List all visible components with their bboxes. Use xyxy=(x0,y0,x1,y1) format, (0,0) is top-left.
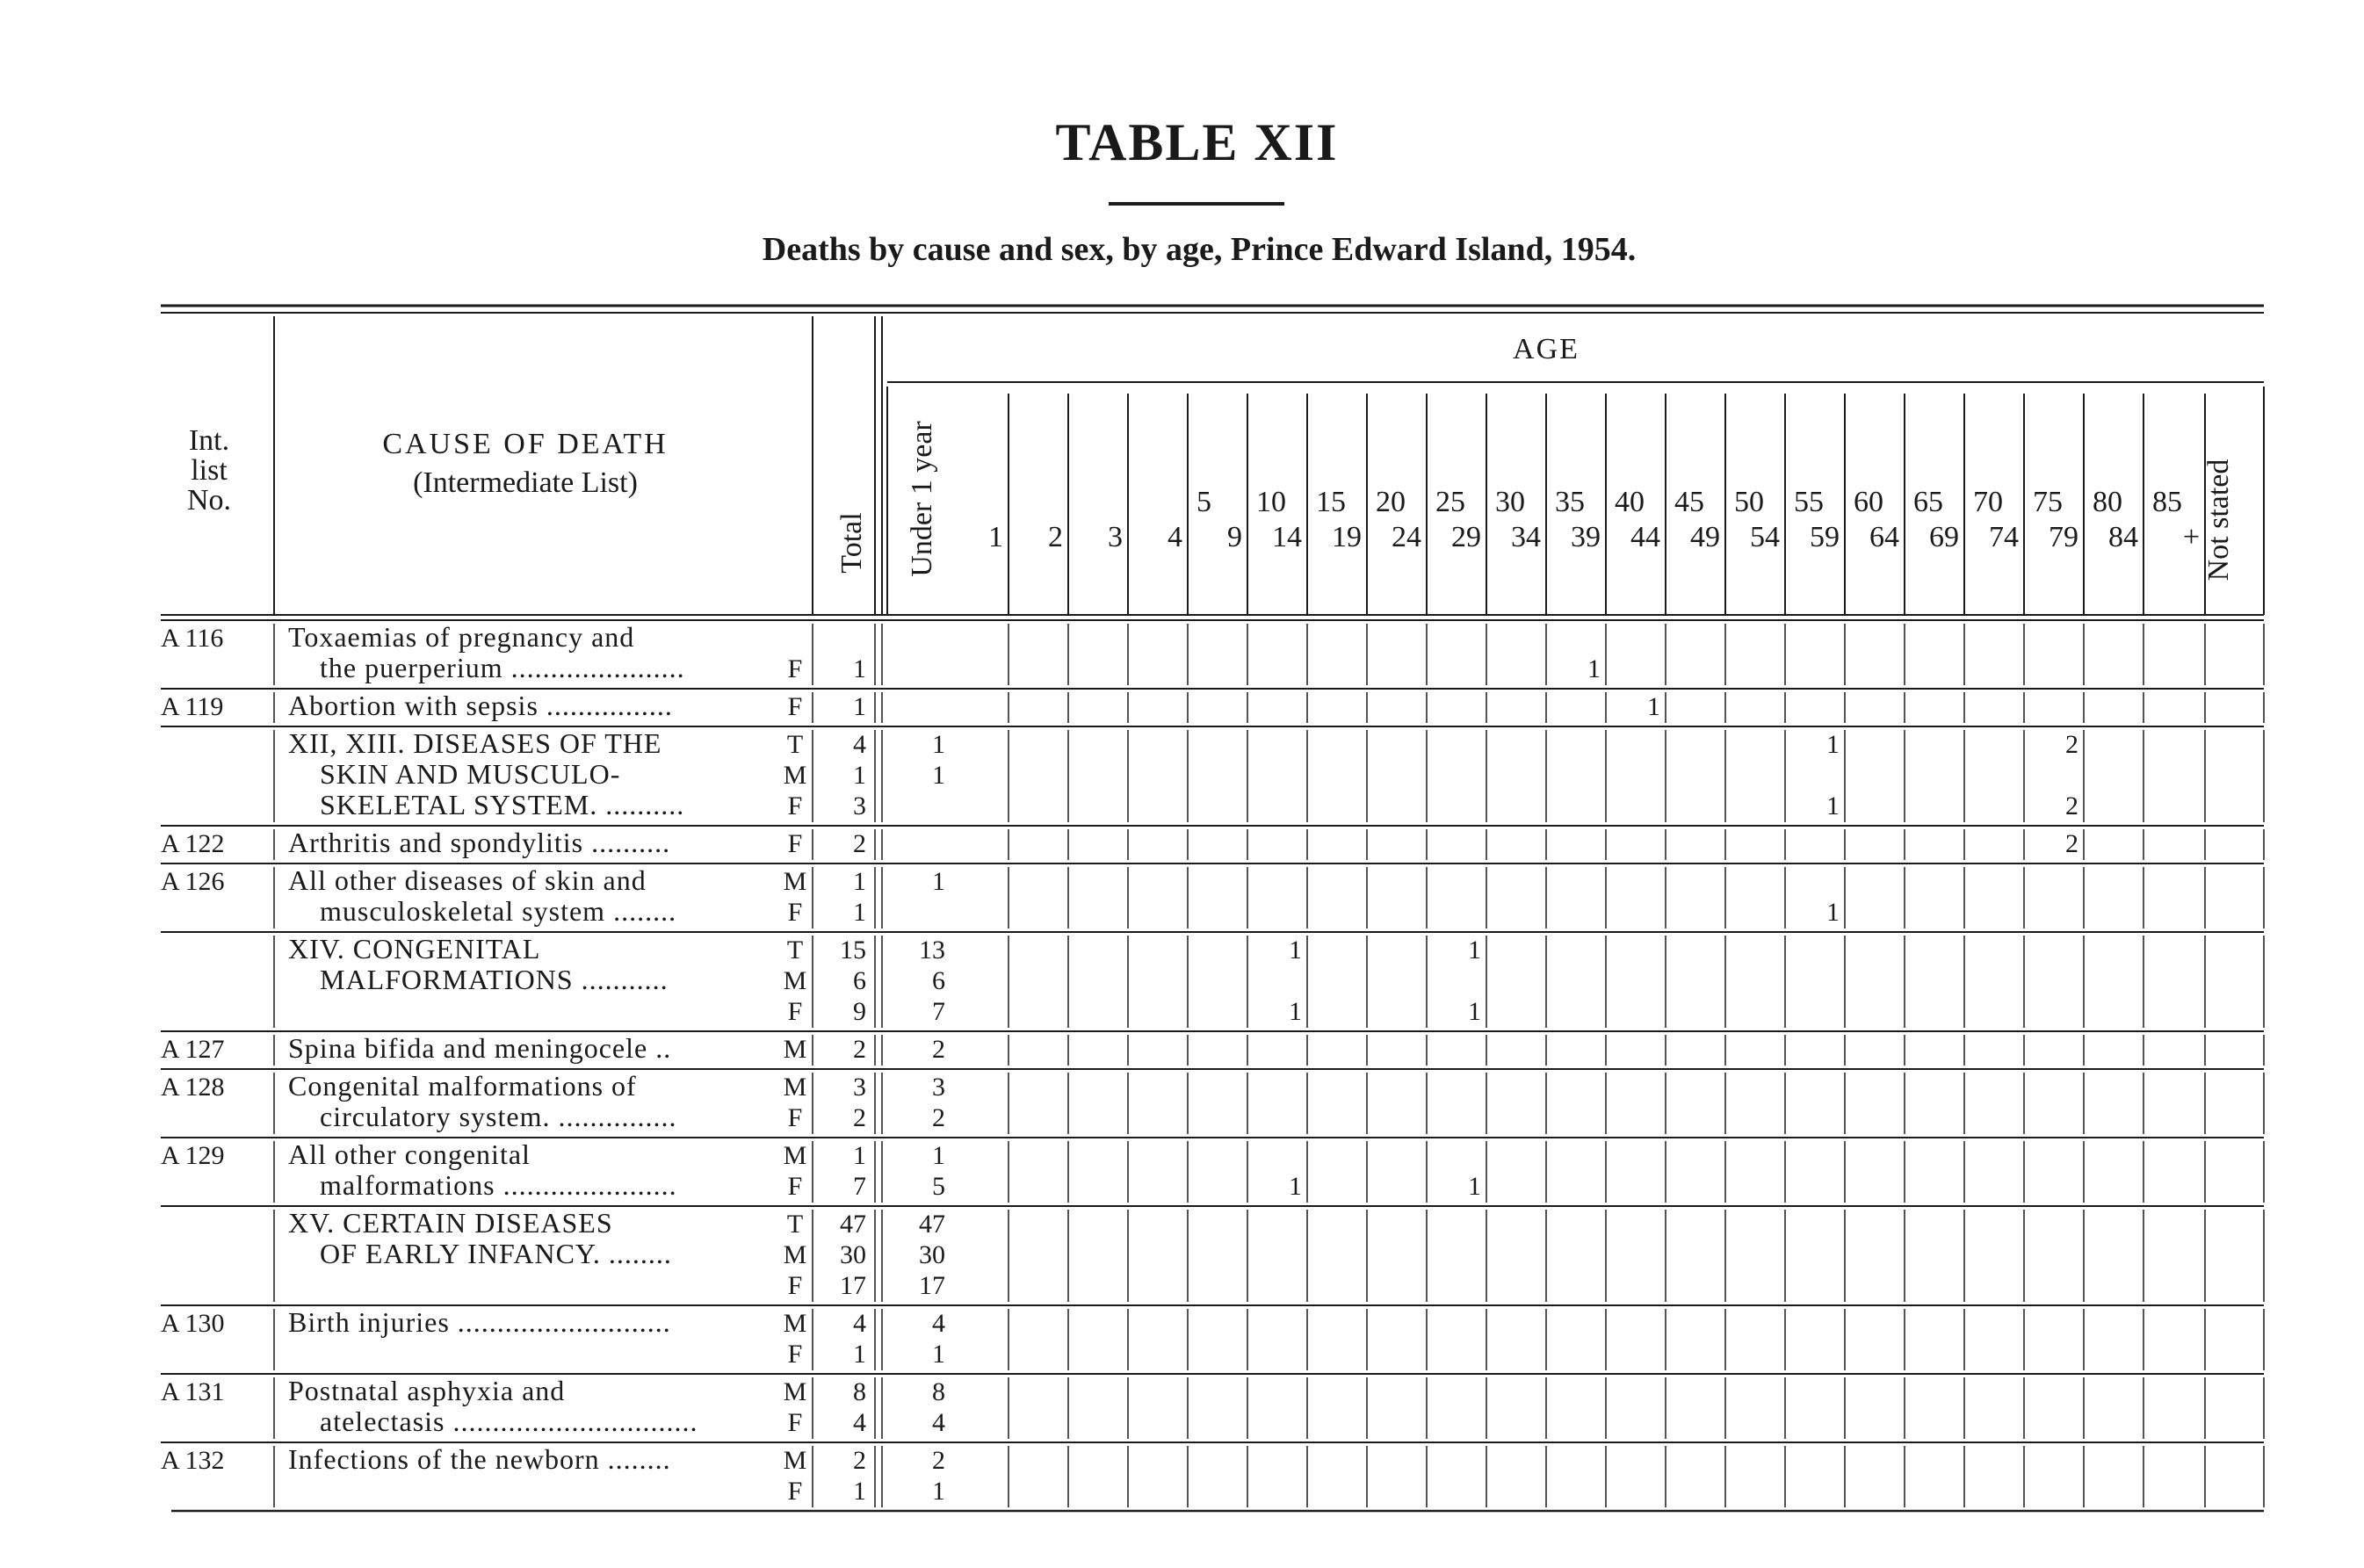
under1-value: 4 xyxy=(932,1309,945,1338)
header-age-group-label: 20 xyxy=(1376,486,1406,518)
header-age-group-label: 2 xyxy=(1048,521,1063,553)
int-list-number: A 129 xyxy=(161,1141,225,1170)
sex-code: F xyxy=(787,1103,803,1132)
age-value: 1 xyxy=(1826,898,1840,927)
cause-of-death-text: XIV. CONGENITAL xyxy=(288,933,541,965)
cause-of-death-text: All other diseases of skin and xyxy=(288,864,647,896)
cause-of-death-text: malformations ...................... xyxy=(320,1169,677,1201)
cause-of-death-text: Arthritis and spondylitis .......... xyxy=(288,827,671,858)
age-value: 2 xyxy=(2065,829,2078,858)
age-value: 1 xyxy=(1289,1172,1302,1201)
total-value: 1 xyxy=(853,898,866,927)
age-value: 1 xyxy=(1289,997,1302,1026)
under1-value: 3 xyxy=(932,1073,945,1102)
header-not-stated-label: Not stated xyxy=(2202,459,2235,582)
header-age-group-label: 54 xyxy=(1750,521,1780,553)
header-age-group-label: 39 xyxy=(1571,521,1601,553)
under1-value: 1 xyxy=(932,730,945,759)
header-age-group-label: 4 xyxy=(1168,521,1182,553)
header-age-group-label: 14 xyxy=(1272,521,1302,553)
header-age-group-label: 70 xyxy=(1973,486,2003,518)
under1-value: 47 xyxy=(919,1210,945,1239)
header-age-group-label: 5 xyxy=(1196,486,1211,518)
age-value: 1 xyxy=(1468,1172,1481,1201)
under1-value: 13 xyxy=(919,936,945,965)
total-value: 2 xyxy=(853,829,866,858)
cause-of-death-text: Infections of the newborn ........ xyxy=(288,1443,671,1475)
header-cause-label: (Intermediate List) xyxy=(413,466,638,499)
cause-of-death-text: XV. CERTAIN DISEASES xyxy=(288,1207,613,1239)
sex-code: M xyxy=(783,867,807,896)
sex-code: T xyxy=(786,1210,804,1239)
header-age-group-label: 3 xyxy=(1108,521,1123,553)
cause-of-death-text: the puerperium ...................... xyxy=(320,652,685,683)
under1-value: 30 xyxy=(919,1240,945,1269)
header-age-group-label: 75 xyxy=(2033,486,2063,518)
under1-value: 4 xyxy=(932,1408,945,1437)
under1-value: 1 xyxy=(932,1340,945,1369)
int-list-number: A 116 xyxy=(161,624,224,653)
header-age-label: AGE xyxy=(1513,333,1580,365)
header-intlist-label: No. xyxy=(186,484,232,517)
header-total-label: Total xyxy=(835,512,868,574)
total-value: 1 xyxy=(853,1340,866,1369)
header-age-group-label: 40 xyxy=(1615,486,1645,518)
header-age-group-label: 59 xyxy=(1810,521,1840,553)
sex-code: F xyxy=(787,1477,803,1506)
under1-value: 6 xyxy=(932,966,945,995)
header-intlist-label: Int. xyxy=(188,424,230,457)
sex-code: F xyxy=(787,898,803,927)
total-value: 8 xyxy=(853,1377,866,1406)
header-age-group-label: 19 xyxy=(1332,521,1362,553)
header-age-group-label: 29 xyxy=(1451,521,1481,553)
cause-of-death-text: OF EARLY INFANCY. ........ xyxy=(320,1238,672,1269)
cause-of-death-text: Spina bifida and meningocele .. xyxy=(288,1032,672,1064)
int-list-number: A 127 xyxy=(161,1035,225,1064)
under1-value: 1 xyxy=(932,1141,945,1170)
under1-value: 1 xyxy=(932,1477,945,1506)
under1-value: 7 xyxy=(932,997,945,1026)
sex-code: F xyxy=(787,1271,803,1300)
header-age-group-label: 1 xyxy=(988,521,1003,553)
header-age-group-label: 30 xyxy=(1495,486,1525,518)
sex-code: F xyxy=(787,791,803,820)
cause-of-death-text: Congenital malformations of xyxy=(288,1070,637,1102)
sex-code: F xyxy=(787,829,803,858)
int-list-number: A 132 xyxy=(161,1446,225,1475)
header-age-group-label: 44 xyxy=(1630,521,1660,553)
total-value: 6 xyxy=(853,966,866,995)
age-value: 1 xyxy=(1289,936,1302,965)
header-age-group-label: 9 xyxy=(1227,521,1242,553)
header-age-group-label: 25 xyxy=(1435,486,1465,518)
total-value: 1 xyxy=(853,761,866,790)
header-age-group-label: 50 xyxy=(1734,486,1764,518)
cause-of-death-text: Abortion with sepsis ................ xyxy=(288,690,673,721)
cause-of-death-text: MALFORMATIONS ........... xyxy=(320,964,669,995)
under1-value: 2 xyxy=(932,1035,945,1064)
age-value: 1 xyxy=(1587,654,1601,683)
sex-code: M xyxy=(783,1240,807,1269)
sex-code: M xyxy=(783,1073,807,1102)
under1-value: 1 xyxy=(932,867,945,896)
cause-of-death-text: Postnatal asphyxia and xyxy=(288,1375,566,1406)
total-value: 15 xyxy=(840,936,866,965)
under1-value: 2 xyxy=(932,1103,945,1132)
total-value: 1 xyxy=(853,654,866,683)
int-list-number: A 126 xyxy=(161,867,225,896)
sex-code: F xyxy=(787,654,803,683)
age-value: 2 xyxy=(2065,730,2078,759)
header-age-group-label: 15 xyxy=(1316,486,1346,518)
total-value: 4 xyxy=(853,1408,866,1437)
age-value: 1 xyxy=(1826,791,1840,820)
sex-code: M xyxy=(783,1035,807,1064)
sex-code: M xyxy=(783,1309,807,1338)
table-title: TABLE XII xyxy=(1055,113,1339,171)
total-value: 4 xyxy=(853,730,866,759)
sex-code: T xyxy=(786,936,804,965)
total-value: 9 xyxy=(853,997,866,1026)
header-intlist-label: list xyxy=(191,454,228,487)
header-age-group-label: 24 xyxy=(1392,521,1421,553)
header-age-group-label: 74 xyxy=(1989,521,2019,553)
header-age-group-label: 34 xyxy=(1511,521,1541,553)
total-value: 1 xyxy=(853,1477,866,1506)
under1-value: 2 xyxy=(932,1446,945,1475)
total-value: 1 xyxy=(853,1141,866,1170)
int-list-number: A 130 xyxy=(161,1309,225,1338)
header-age-group-label: 55 xyxy=(1794,486,1824,518)
header-age-group-label: 49 xyxy=(1690,521,1720,553)
header-age-group-label: 64 xyxy=(1869,521,1899,553)
int-list-number: A 128 xyxy=(161,1073,225,1102)
header-age-group-label: 85 xyxy=(2152,486,2182,518)
header-age-group-label: 69 xyxy=(1929,521,1959,553)
header-age-group-label: 79 xyxy=(2049,521,2078,553)
cause-of-death-text: SKELETAL SYSTEM. .......... xyxy=(320,789,685,820)
table-subtitle: Deaths by cause and sex, by age, Prince Edward Island, 1954. xyxy=(762,231,1637,268)
total-value: 7 xyxy=(853,1172,866,1201)
header-age-group-label: 60 xyxy=(1854,486,1883,518)
total-value: 2 xyxy=(853,1446,866,1475)
sex-code: M xyxy=(783,966,807,995)
header-cause-label: CAUSE OF DEATH xyxy=(382,428,669,460)
sex-code: F xyxy=(787,1408,803,1437)
under1-value: 17 xyxy=(919,1271,945,1300)
age-value: 1 xyxy=(1826,730,1840,759)
under1-value: 1 xyxy=(932,761,945,790)
int-list-number: A 131 xyxy=(161,1377,225,1406)
header-age-group-label: 80 xyxy=(2093,486,2122,518)
sex-code: M xyxy=(783,1446,807,1475)
cause-of-death-text: circulatory system. ............... xyxy=(320,1101,677,1132)
header-age-group-label: 35 xyxy=(1555,486,1585,518)
cause-of-death-text: Toxaemias of pregnancy and xyxy=(288,621,635,653)
total-value: 17 xyxy=(840,1271,866,1300)
header-age-group-label: 45 xyxy=(1674,486,1704,518)
total-value: 3 xyxy=(853,791,866,820)
total-value: 2 xyxy=(853,1035,866,1064)
header-age-group-label: 84 xyxy=(2108,521,2138,553)
cause-of-death-text: atelectasis ............................... xyxy=(320,1405,698,1437)
sex-code: F xyxy=(787,692,803,721)
total-value: 3 xyxy=(853,1073,866,1102)
cause-of-death-text: XII, XIII. DISEASES OF THE xyxy=(288,727,662,759)
total-value: 1 xyxy=(853,692,866,721)
sex-code: F xyxy=(787,997,803,1026)
cause-of-death-text: musculoskeletal system ........ xyxy=(320,895,677,927)
sex-code: M xyxy=(783,1141,807,1170)
sex-code: F xyxy=(787,1172,803,1201)
int-list-number: A 122 xyxy=(161,829,225,858)
sex-code: M xyxy=(783,1377,807,1406)
header-age-group-label: + xyxy=(2182,521,2200,553)
total-value: 4 xyxy=(853,1309,866,1338)
total-value: 2 xyxy=(853,1103,866,1132)
total-value: 47 xyxy=(840,1210,866,1239)
header-age-group-label: 10 xyxy=(1256,486,1286,518)
cause-of-death-text: SKIN AND MUSCULO- xyxy=(320,758,621,790)
age-value: 1 xyxy=(1647,692,1660,721)
int-list-number: A 119 xyxy=(161,692,224,721)
total-value: 1 xyxy=(853,867,866,896)
total-value: 30 xyxy=(840,1240,866,1269)
under1-value: 8 xyxy=(932,1377,945,1406)
age-value: 1 xyxy=(1468,997,1481,1026)
sex-code: F xyxy=(787,1340,803,1369)
cause-of-death-text: Birth injuries ........................... xyxy=(288,1306,671,1338)
age-value: 2 xyxy=(2065,791,2078,820)
cause-of-death-text: All other congenital xyxy=(288,1138,531,1170)
header-age-group-label: 65 xyxy=(1913,486,1943,518)
under1-value: 5 xyxy=(932,1172,945,1201)
age-value: 1 xyxy=(1468,936,1481,965)
sex-code: M xyxy=(783,761,807,790)
header-under1-label: Under 1 year xyxy=(906,421,938,577)
sex-code: T xyxy=(786,730,804,759)
